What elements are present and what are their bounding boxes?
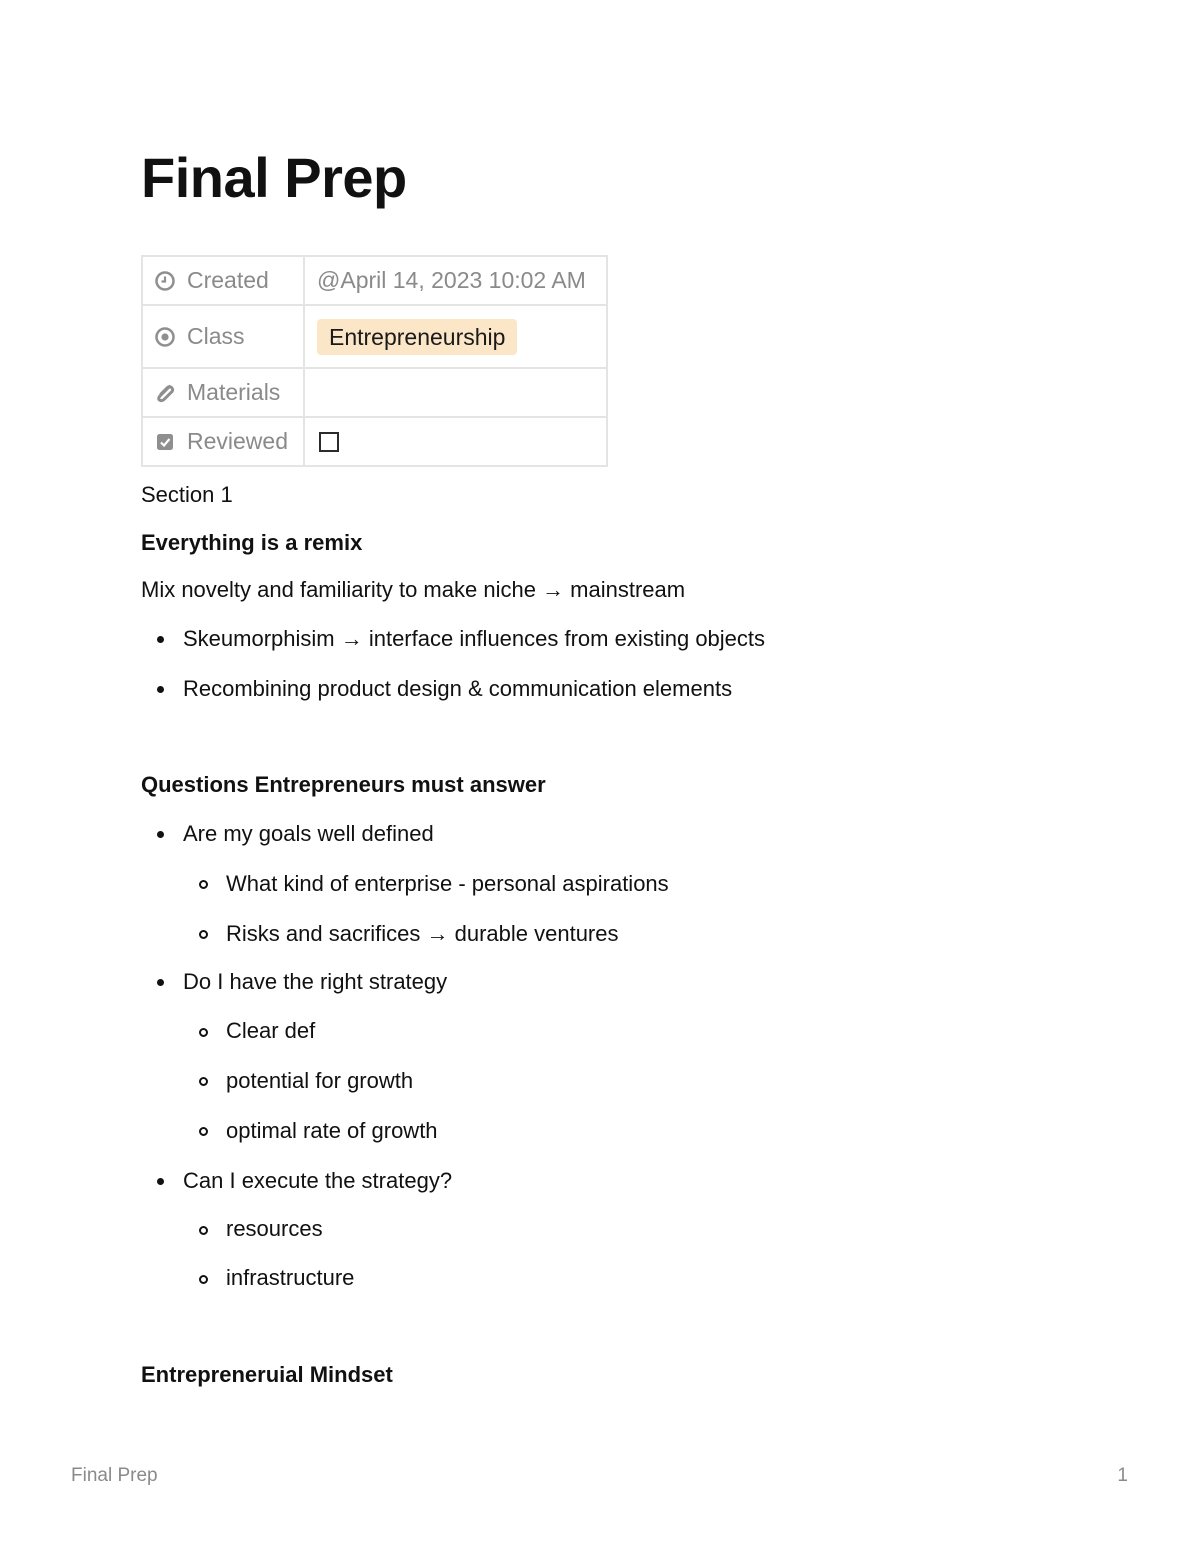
list-item: Do I have the right strategy <box>183 969 448 994</box>
bullet-icon <box>157 1178 164 1185</box>
properties-table <box>141 255 608 467</box>
property-label-materials: Materials <box>187 379 281 405</box>
section-label: Section 1 <box>141 482 233 507</box>
heading-entrepreneurial-mindset: Entrepreneruial Mindset <box>141 1362 393 1387</box>
sub-bullet-icon <box>199 1226 208 1235</box>
sub-bullet-icon <box>199 1127 208 1136</box>
bullet-icon <box>157 686 164 693</box>
list-subitem: What kind of enterprise - personal aspirations <box>226 871 669 896</box>
sub-bullet-icon <box>199 930 208 939</box>
sub-bullet-icon <box>199 880 208 889</box>
bullet-icon <box>157 831 164 838</box>
list-subitem: optimal rate of growth <box>226 1118 438 1143</box>
paperclip-icon <box>155 383 175 403</box>
footer-title: Final Prep <box>71 1465 158 1486</box>
page-title: Final Prep <box>141 146 407 209</box>
list-item: Skeumorphisim → interface influences from existing objects <box>183 626 766 651</box>
materials-value-cell[interactable] <box>304 368 607 417</box>
heading-questions-entrepreneurs: Questions Entrepreneurs must answer <box>141 772 546 797</box>
sub-bullet-icon <box>199 1077 208 1086</box>
list-subitem: potential for growth <box>226 1068 414 1093</box>
reviewed-checkbox[interactable] <box>319 432 339 452</box>
list-subitem: Risks and sacrifices → durable ventures <box>226 921 619 946</box>
list-subitem: resources <box>226 1216 323 1241</box>
property-row-class <box>142 305 607 368</box>
list-item: Recombining product design & communication elements <box>183 676 733 701</box>
property-row-reviewed <box>142 417 607 466</box>
sub-bullet-icon <box>199 1028 208 1037</box>
list-subitem: Clear def <box>226 1018 316 1043</box>
property-row-created <box>142 256 607 305</box>
property-label-reviewed: Reviewed <box>187 428 288 454</box>
sub-bullet-icon <box>199 1275 208 1284</box>
bullet-icon <box>157 979 164 986</box>
property-label-class: Class <box>187 323 245 349</box>
list-item: Are my goals well defined <box>183 821 434 846</box>
page-number: 1 <box>1117 1465 1128 1486</box>
list-subitem: infrastructure <box>226 1265 355 1290</box>
paragraph-mix-novelty: Mix novelty and familiarity to make niche → mainstream <box>141 577 686 602</box>
checkbox-icon <box>155 432 175 452</box>
target-icon <box>155 327 175 347</box>
class-tag[interactable]: Entrepreneurship <box>317 319 517 355</box>
property-label-created: Created <box>187 267 269 293</box>
heading-everything-is-a-remix: Everything is a remix <box>141 530 363 555</box>
clock-icon <box>155 271 175 291</box>
property-row-materials <box>142 368 607 417</box>
list-item: Can I execute the strategy? <box>183 1168 453 1193</box>
bullet-icon <box>157 636 164 643</box>
created-date-value: @April 14, 2023 10:02 AM <box>317 267 586 293</box>
